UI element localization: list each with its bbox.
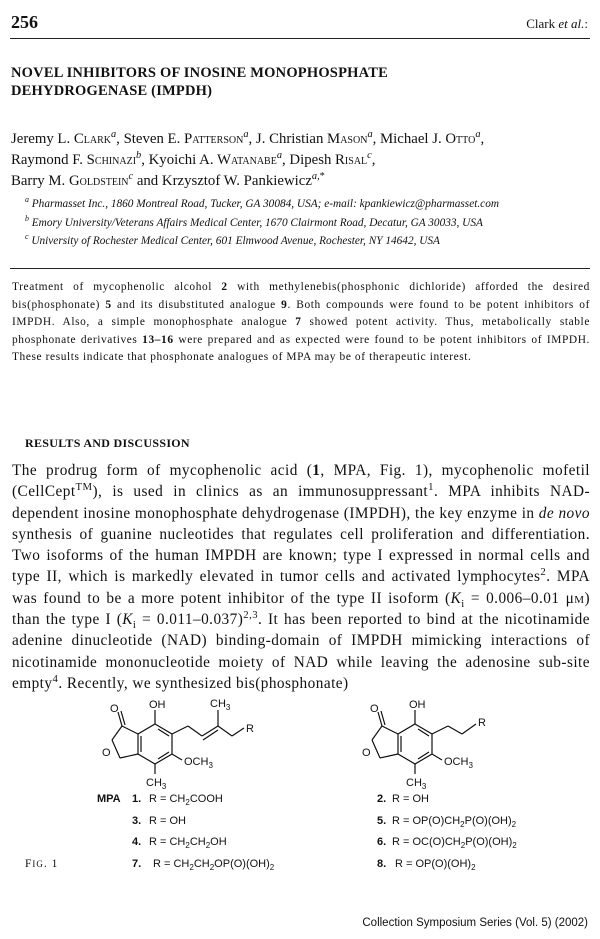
author-list xyxy=(11,129,591,192)
compound-8-r: $R = OP(O)(OH)_2$ xyxy=(395,858,476,872)
left-methoxy: $OCH_3$ xyxy=(184,756,213,770)
compound-2-num: 2. xyxy=(377,793,387,805)
right-carbonyl-o: O xyxy=(370,703,379,715)
right-structure-labels xyxy=(362,699,486,791)
right-r-group: R xyxy=(478,717,486,729)
compound-3-num: 3. xyxy=(132,815,142,827)
right-methyl-bottom: $CH_3$ xyxy=(406,777,427,791)
compound-3-r: R = OH xyxy=(149,815,186,827)
section-heading: RESULTS AND DISCUSSION xyxy=(25,436,190,450)
aff-text-c: University of Rochester Medical Center, 601 Elmwood Avenue, Rochester, NY 14642, USA xyxy=(31,235,440,247)
title-line-2: DEHYDROGENASE (IMPDH) xyxy=(11,83,213,99)
compound-2-r: R = OH xyxy=(392,793,429,805)
compound-7-r: $R = CH_2CH_2OP(O)(OH)_2$ xyxy=(153,858,275,872)
left-lactone-bond-1 xyxy=(122,726,138,734)
left-benzene-ring xyxy=(138,724,172,764)
figure-caption: FIG. 1 xyxy=(25,858,59,870)
header-rule xyxy=(10,38,590,39)
right-oh: OH xyxy=(409,699,426,711)
author-line-3: Barry M. Goldstein$^c$ and Krzysztof W. Pankiewicz$^{a,*}$ xyxy=(11,171,325,189)
affiliation-b xyxy=(25,214,595,233)
left-methyl-top: $CH_3$ xyxy=(210,698,231,712)
compound-legend-right xyxy=(377,793,517,872)
right-ring-o: O xyxy=(362,747,371,759)
compound-6-num: 6. xyxy=(377,836,387,848)
compound-5-r: $R = OP(O)CH_2P(O)(OH)_2$ xyxy=(392,815,517,829)
affiliation-a xyxy=(25,195,595,214)
aff-mark-b: b xyxy=(25,213,29,223)
running-head xyxy=(526,16,588,32)
abstract: Treatment of mycophenolic alcohol 2 with methylenebis(phosphonic dichloride) afforded the desired bis(phosphonate) 5 and its disubstituted analogue 9. Both compounds were found to be potent inhibitors of IMPDH. Also, a simple monophosphate analogue 7 showed potent activity. Thus, metabolically stable phosphonate derivatives 13–16 were prepared and as expected were found to be potent inhibitors of IMPDH. These results indicate that phosphonate analogues of MPA may be of therapeutic interest. xyxy=(12,281,590,364)
compound-7-num: 7. xyxy=(132,858,142,870)
aff-text-b: Emory University/Veterans Affairs Medical Center, 1670 Clairmont Road, Decatur, GA 30033, USA xyxy=(31,216,483,229)
left-carbonyl-o: O xyxy=(110,703,119,715)
compound-4-r: $R = CH_2CH_2OH$ xyxy=(149,836,227,850)
compound-legend-left xyxy=(97,793,275,872)
title-line-1: NOVEL INHIBITORS OF INOSINE MONOPHOSPHATE xyxy=(11,65,388,81)
compound-5-num: 5. xyxy=(377,815,387,827)
aff-mark-a: a xyxy=(25,195,29,205)
aff-mark-c: c xyxy=(25,232,29,242)
page-number: 256 xyxy=(11,12,38,32)
aff-text-a: Pharmasset Inc., 1860 Montreal Road, Tucker, GA 30084, USA; e-mail: kpankiewicz@pharmasset.com xyxy=(31,198,500,210)
left-methyl-bottom: $CH_3$ xyxy=(146,777,167,791)
left-ring-o: O xyxy=(102,747,111,759)
compound-8-num: 8. xyxy=(377,858,387,870)
compound-1-r: $R = CH_2COOH$ xyxy=(149,793,223,807)
affiliation-c xyxy=(25,232,595,251)
figure-1-structures xyxy=(60,688,540,898)
left-structure-labels xyxy=(102,698,254,791)
affiliations xyxy=(25,195,595,251)
left-r-group: R xyxy=(246,723,254,735)
author-line-2: Raymond F. Schinazi$^b$, Kyoichi A. Watanabe$^a$, Dipesh Risal$^c$, xyxy=(11,150,376,168)
left-oh: OH xyxy=(149,699,166,711)
compound-1-num: 1. xyxy=(132,793,142,805)
right-benzene-ring xyxy=(398,724,432,764)
right-methoxy: $OCH_3$ xyxy=(444,756,473,770)
paper-title xyxy=(11,64,551,100)
compound-4-num: 4. xyxy=(132,836,142,848)
running-head-text: Clark et al.: xyxy=(526,16,588,31)
abstract-rule xyxy=(10,268,590,269)
left-structure xyxy=(112,710,244,774)
mpa-label: MPA xyxy=(97,793,121,805)
compound-6-r: $R = OC(O)CH_2P(O)(OH)_2$ xyxy=(392,836,517,850)
footer-series: Collection Symposium Series (Vol. 5) (2002) xyxy=(362,917,588,929)
body-paragraph: The prodrug form of mycophenolic acid (1, MPA, Fig. 1), mycophenolic mofetil (CellCept™), is used in clinics as an immunosuppressant$^1$. MPA inhibits NAD-dependent inosine monophosphate dehydrogenase (IMPDH), the key enzyme in de novo synthesis of guanine nucleotides that regulates cell proliferation and differentiation. Two isoforms of the human IMPDH are known; type I expressed in normal cells and type II, which is markedly elevated in tumor cells and activated lymphocytes$^2$. MPA was found to be a more potent inhibitor of the type II isoform ($K_i = 0.006-0.01$ μm) than the type I $(K_i = 0.011-0.037)^{2,3}$. It has been reported to bind at the nicotinamide adenine dinucleotide (NAD) binding-domain of IMPDH mimicking interactions of nicotinamide mononucleotide moiety of NAD while leaving the adenosine sub-site empty$^4$. Recently, we synthesized bis(phosphonate) xyxy=(12,462,591,692)
author-line-1: Jeremy L. Clark$^a$, Steven E. Patterson$^a$, J. Christian Mason$^a$, Michael J. Otto$^a$, xyxy=(11,129,485,147)
